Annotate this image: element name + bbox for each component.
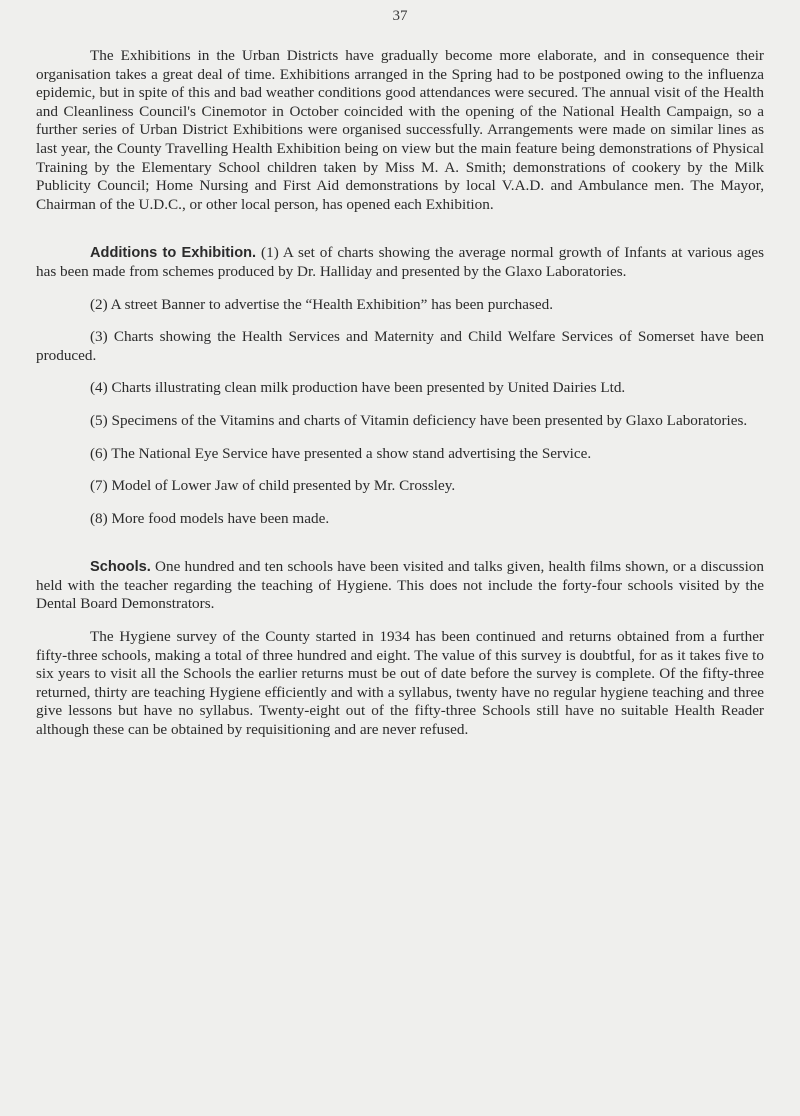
additions-heading: Additions to Exhibition. — [90, 245, 257, 262]
additions-item-5: (5) Specimens of the Vitamins and charts of Vitamin deficiency have been presented by Glaxo Laboratories. — [90, 411, 748, 429]
additions-item-3: (3) Charts showing the Health Services and Maternity and Child Welfare Services of Somerset have been produced. — [36, 328, 764, 364]
additions-item-2: (2) A street Banner to advertise the “Health Exhibition” has been purchased. — [90, 295, 554, 313]
schools-heading: Schools. — [90, 559, 151, 576]
schools-paragraph — [36, 558, 764, 614]
intro-paragraph: The Exhibitions in the Urban Districts have gradually become more elaborate, and in consequence their organisation takes a great deal of time. Exhibitions arranged in the Spring had to be postponed owing to the influenza epidemic, but in spite of this and bad weather conditions good attendances were secured. The annual visit of the Health and Cleanliness Council's Cinemotor in October coincided with the opening of the National Health Campaign, so a further series of Urban District Exhibitions were organised successfully. Arrangements were made on similar lines as last year, the County Travelling Health Exhibition being on view but the main feature being demonstrations of Physical Training by the Elementary School children taken by Miss M. A. Smith; demonstrations of cookery by the Milk Publicity Council; Home Nursing and First Aid demonstrations by local V.A.D. and Ambulance men. The Mayor, Chairman of the U.D.C., or other local person, has opened each Exhibition. — [36, 47, 764, 213]
additions-item-8: (8) More food models have been made. — [90, 509, 330, 527]
document-body — [36, 47, 764, 740]
additions-paragraph — [36, 244, 764, 281]
schools-text: One hundred and ten schools have been visited and talks given, health films shown, or a discussion held with the teacher regarding the teaching of Hygiene. This does not include the forty-four schools visited by the Dental Board Demonstrators. — [36, 558, 764, 613]
additions-item-4: (4) Charts illustrating clean milk production have been presented by United Dairies Ltd. — [90, 379, 626, 397]
hygiene-paragraph: The Hygiene survey of the County started in 1934 has been continued and returns obtained from a further fifty-three schools, making a total of three hundred and eight. The value of this survey is doubtful, for as it takes five to six years to visit all the Schools the earlier returns must be out of date before the survey is complete. Of the fifty-three returned, thirty are teaching Hygiene efficiently and with a syllabus, twenty have no regular hygiene teaching and three give lessons but have no syllabus. Twenty-eight out of the fifty-three Schools still have no suitable Health Reader although these can be obtained by requisitioning and are never refused. — [36, 628, 764, 739]
additions-item-7: (7) Model of Lower Jaw of child presented by Mr. Crossley. — [90, 477, 456, 495]
additions-item-6: (6) The National Eye Service have presented a show stand advertising the Service. — [90, 444, 592, 462]
additions-item-1: (1) A set of charts showing the average normal growth of Infants at various ages has been made from schemes produced by Dr. Halliday and presented by the Glaxo Laboratories. — [36, 244, 765, 280]
page-number: 37 — [392, 8, 408, 24]
